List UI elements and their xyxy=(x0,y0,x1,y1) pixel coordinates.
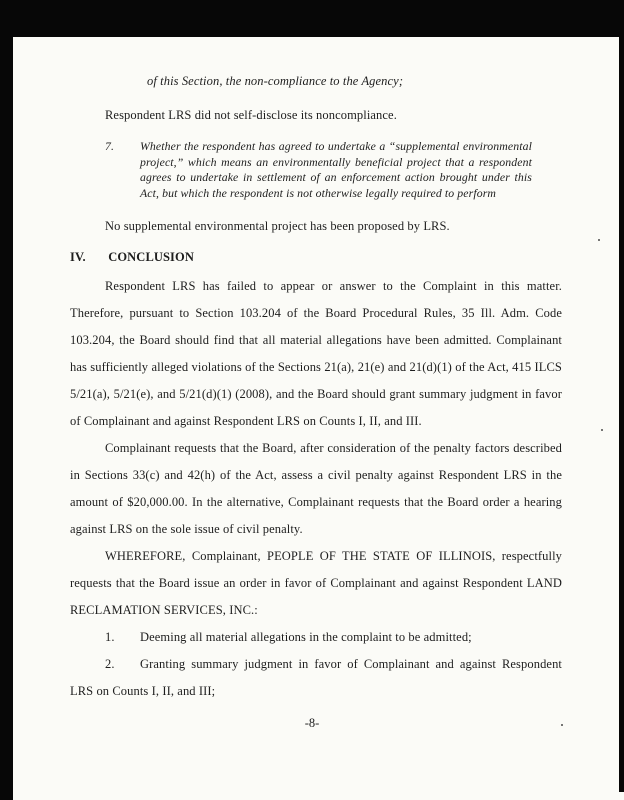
scan-edge-left xyxy=(0,0,13,800)
order-item-2-text: Granting summary judgment in favor of Complainant and against Respondent LRS on Counts I, II, and III; xyxy=(70,657,562,698)
order-item-2-number: 2. xyxy=(105,657,115,671)
conclusion-heading-title: CONCLUSION xyxy=(108,250,194,264)
document-body xyxy=(70,72,562,705)
page-number: -8- xyxy=(304,716,320,730)
issue-7-number: 7. xyxy=(105,139,115,153)
scan-speck xyxy=(598,239,600,241)
conclusion-heading-number: IV. xyxy=(70,250,86,264)
quote-continuation-line: of this Section, the non-compliance to the Agency; xyxy=(147,74,404,88)
wherefore-paragraph: WHEREFORE, Complainant, PEOPLE OF THE STATE OF ILLINOIS, respectfully requests that the Board issue an order in favor of Complainant and against Respondent LAND RECLAMATION SERVICES, INC.: xyxy=(70,549,562,617)
order-item-2 xyxy=(70,651,562,705)
scan-speck xyxy=(561,724,563,726)
order-item-1 xyxy=(70,624,562,651)
noncompliance-statement: Respondent LRS did not self-disclose its noncompliance. xyxy=(105,108,397,122)
issue-7-block xyxy=(105,139,532,201)
issue-7-text: Whether the respondent has agreed to undertake a “supplemental environmental project,” which means an environmentally beneficial project that a respondent agrees to undertake in settlement of an enforcement action brought under this Act, but which the respondent is not otherwise legally required to perform xyxy=(140,139,532,200)
scan-speck xyxy=(601,429,603,431)
conclusion-paragraph-2: Complainant requests that the Board, after consideration of the penalty factors described in Sections 33(c) and 42(h) of the Act, assess a civil penalty against Respondent LRS in the amount of $20,000.00. In the alternative, Complainant requests that the Board order a hearing against LRS on the sole issue of civil penalty. xyxy=(70,441,562,536)
scan-edge-right xyxy=(619,32,624,792)
conclusion-paragraph-1: Respondent LRS has failed to appear or answer to the Complaint in this matter. Therefore, pursuant to Section 103.204 of the Board Procedural Rules, 35 Ill. Adm. Code 103.204, the Board should find that all material allegations have been admitted. Complainant has sufficiently alleged violations of the Sections 21(a), 21(e) and 21(d)(1) of the Act, 415 ILCS 5/21(a), 5/21(e), and 5/21(d)(1) (2008), and the Board should grant summary judgment in favor of Complainant and against Respondent LRS on Counts I, II, and III. xyxy=(70,279,562,428)
order-item-1-text: Deeming all material allegations in the complaint to be admitted; xyxy=(140,630,472,644)
conclusion-heading xyxy=(70,248,562,266)
order-item-1-number: 1. xyxy=(105,630,115,644)
no-sep-statement: No supplemental environmental project has been proposed by LRS. xyxy=(105,219,450,233)
scan-edge-top xyxy=(0,0,624,37)
